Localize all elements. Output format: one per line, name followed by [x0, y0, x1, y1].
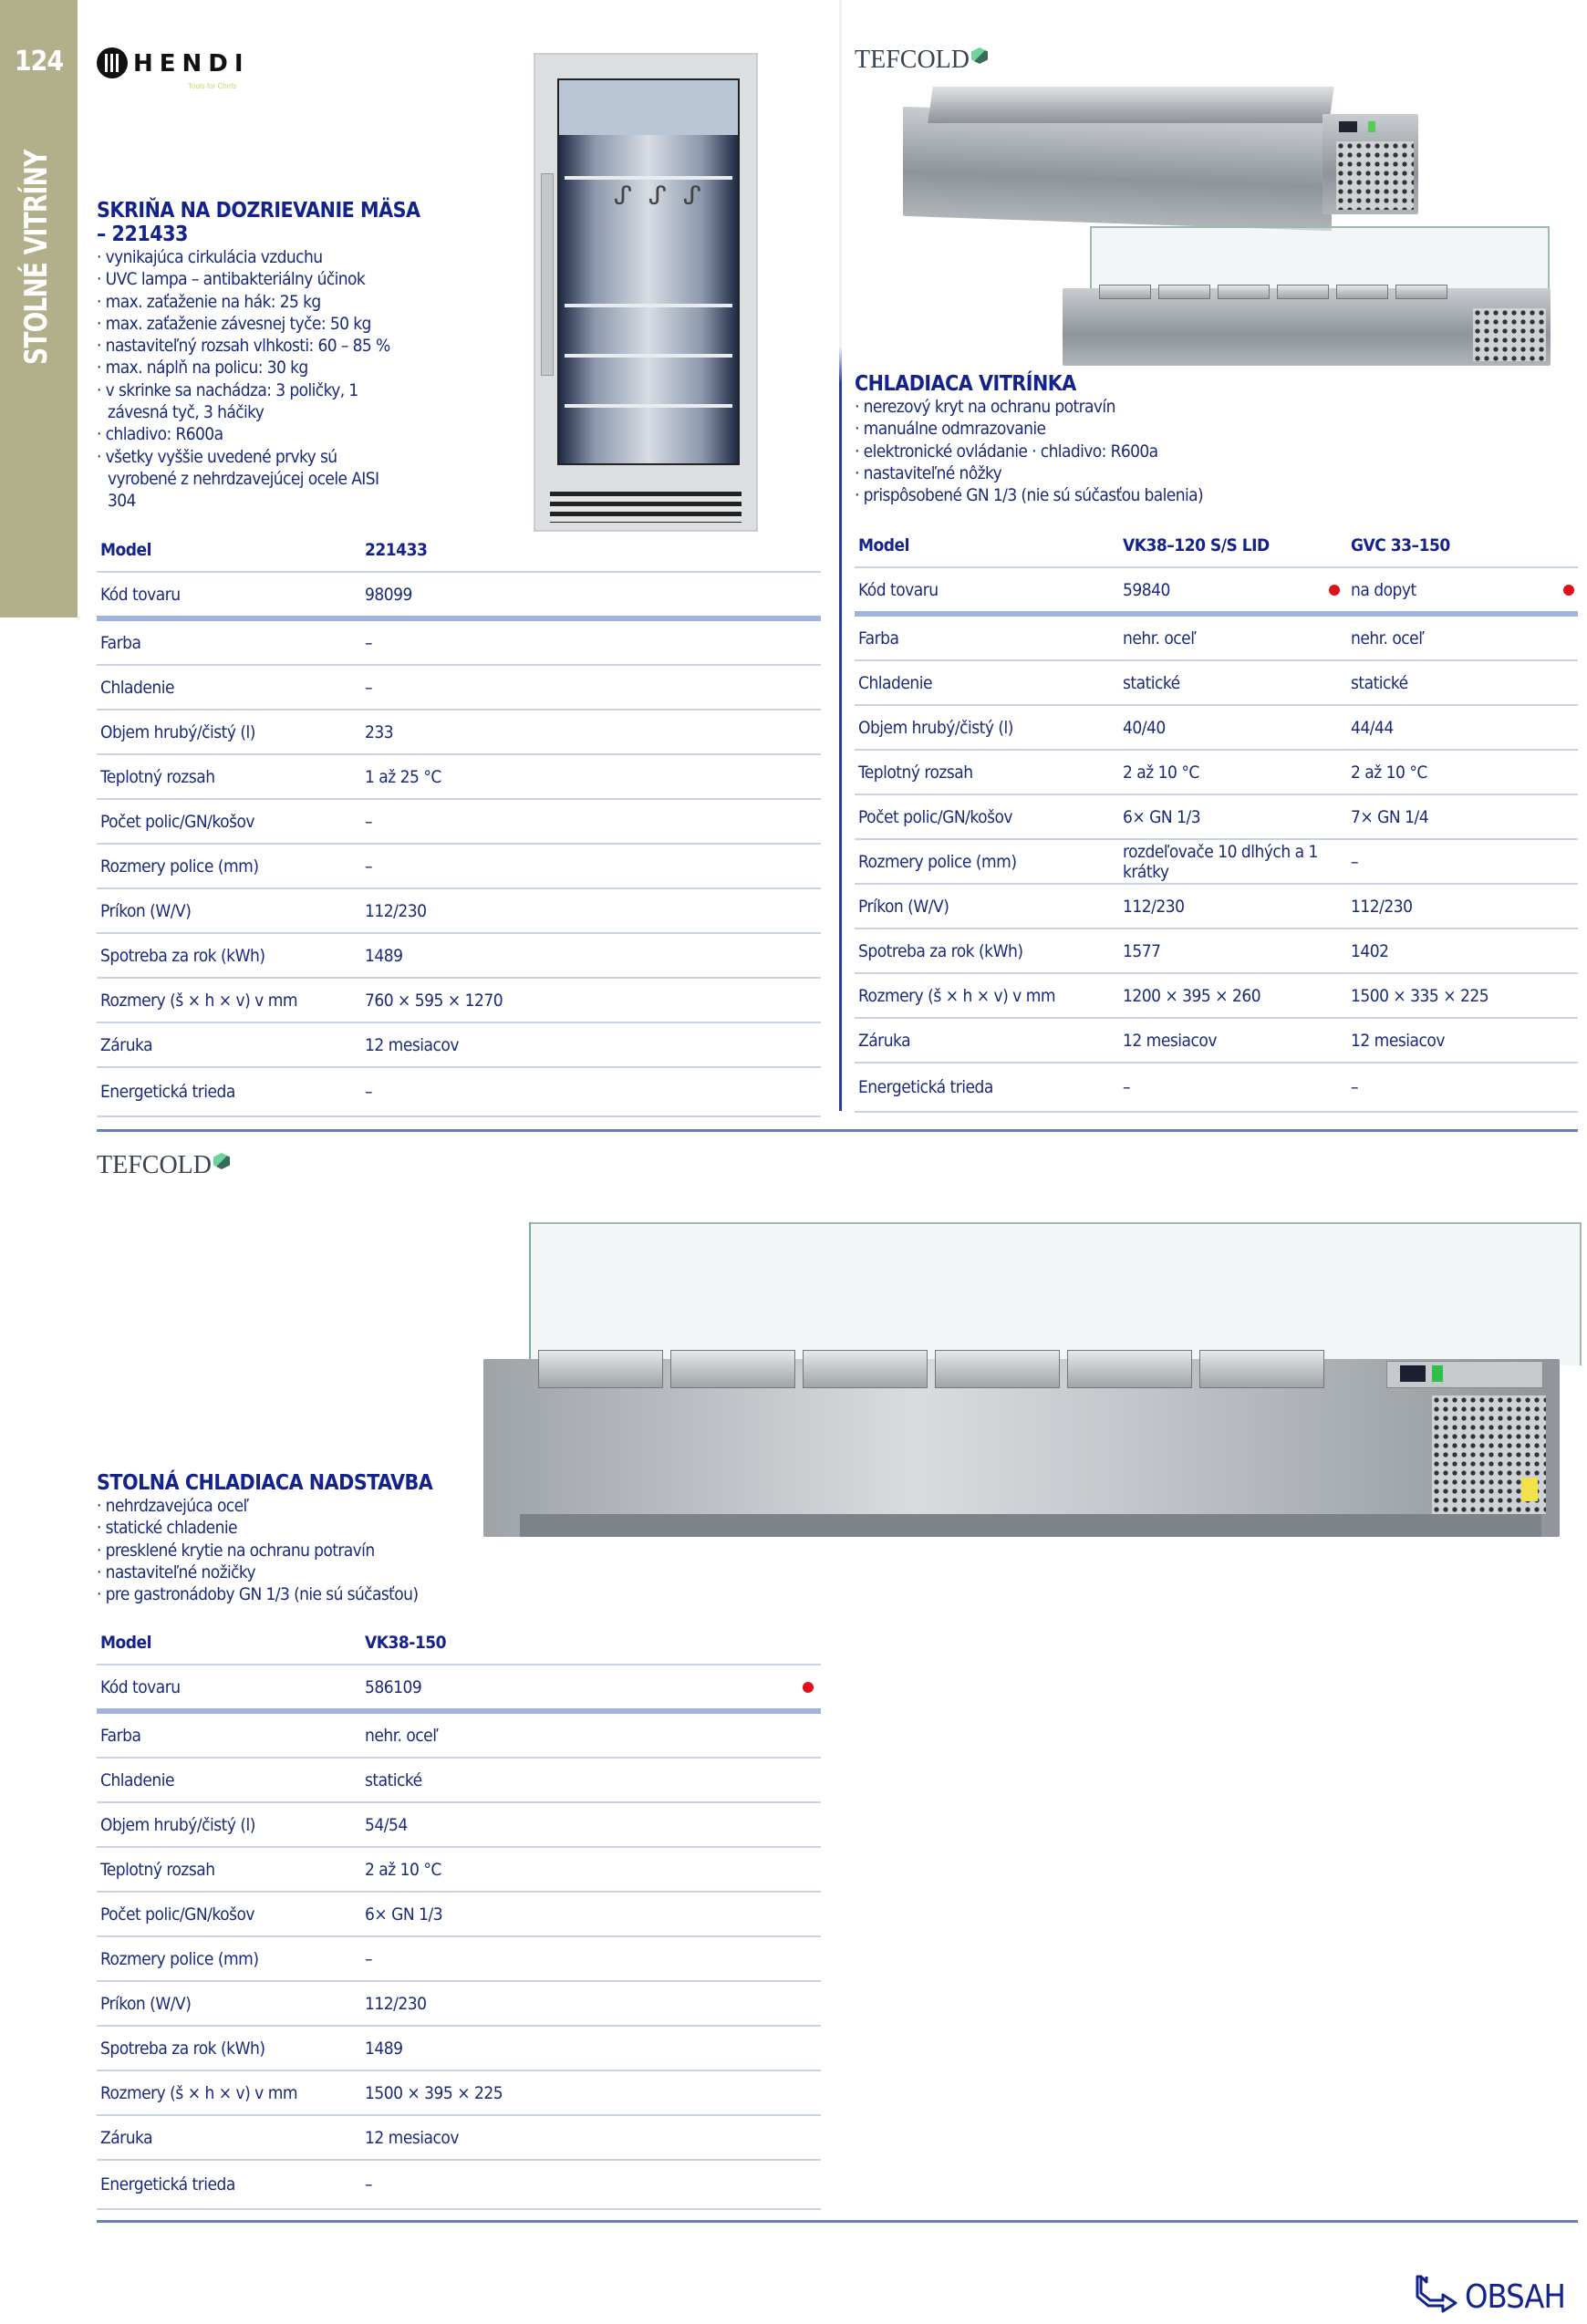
table-row — [97, 1758, 821, 1802]
cell-value: 1500 × 395 × 225 — [361, 2070, 821, 2115]
row-label: Teplotný rozsah — [97, 1847, 361, 1892]
feature-item: · prispôsobené GN 1/3 (nie sú súčasťou balenia) — [855, 484, 1566, 506]
cell-value: 1 až 25 °C — [361, 754, 821, 799]
feature-item: · UVC lampa – antibakteriálny účinok — [97, 268, 534, 290]
availability-dot-icon — [803, 1682, 814, 1693]
glass-door: ᔑᔑᔑ — [557, 78, 740, 465]
cell-value: – — [361, 665, 821, 710]
brand-tagline: Tools for Chefs — [188, 82, 237, 90]
feature-item: · vynikajúca cirkulácia vzduchu — [97, 246, 534, 268]
table-row — [97, 844, 821, 888]
table-row — [855, 839, 1578, 884]
table-row — [855, 567, 1578, 614]
table-row — [97, 1621, 821, 1665]
row-label: Rozmery (š × h × v) v mm — [855, 973, 1119, 1018]
table-row — [97, 710, 821, 754]
feature-list — [855, 396, 1566, 506]
cell-value: 1500 × 335 × 225 — [1347, 973, 1578, 1018]
feature-item: · nastaviteľný rozsah vlhkosti: 60 – 85 % — [97, 335, 534, 357]
feature-item: · max. zaťaženie na hák: 25 kg — [97, 291, 534, 313]
cell-value: – — [361, 844, 821, 888]
row-label: Farba — [97, 618, 361, 665]
cell-value: 54/54 — [361, 1802, 821, 1847]
door-handle — [541, 173, 554, 376]
cell-value: – — [361, 1067, 821, 1116]
cell-value: 1577 — [1119, 929, 1347, 973]
brand-name: TEFCOLD — [855, 46, 970, 74]
cell-value: 112/230 — [1119, 884, 1347, 929]
cell-value: nehr. oceľ — [1347, 614, 1578, 660]
cell-value: 112/230 — [1347, 884, 1578, 929]
table-row — [97, 933, 821, 978]
table-row — [855, 973, 1578, 1018]
cell-value: VK38–120 S/S LID — [1119, 524, 1347, 567]
cell-value: – — [1347, 1063, 1578, 1112]
table-row — [97, 572, 821, 618]
table-row — [855, 705, 1578, 750]
cell-value — [1119, 567, 1347, 614]
feature-item: · nerezový kryt na ochranu potravín — [855, 396, 1566, 418]
table-row — [855, 750, 1578, 794]
cell-value — [1347, 567, 1578, 614]
row-label: Rozmery police (mm) — [97, 844, 361, 888]
cell-value: 233 — [361, 710, 821, 754]
product-title-line1: SKRIŇA NA DOZRIEVANIE MÄSA — [97, 199, 420, 223]
row-label: Model — [97, 1621, 361, 1665]
table-row — [97, 2070, 821, 2115]
feature-item: · manuálne odmrazovanie — [855, 418, 1566, 440]
cell-value: nehr. oceľ — [1119, 614, 1347, 660]
table-row — [97, 888, 821, 933]
page-number: 124 — [14, 46, 64, 78]
table-row — [855, 1063, 1578, 1112]
feature-item: · nastaviteľné nôžky — [855, 462, 1566, 484]
cell-value: statické — [1347, 660, 1578, 705]
row-label: Farba — [855, 614, 1119, 660]
cell-value: rozdeľovače 10 dlhých a 1 krátky — [1119, 839, 1347, 884]
row-label: Počet polic/GN/košov — [97, 799, 361, 844]
table-row — [855, 929, 1578, 973]
cell-value: 1402 — [1347, 929, 1578, 973]
tefcold-cube-icon — [971, 47, 988, 64]
feature-item: · statické chladenie — [97, 1517, 607, 1539]
row-label: Chladenie — [97, 665, 361, 710]
feature-item: · nehrdzavejúca oceľ — [97, 1495, 607, 1517]
availability-dot-icon — [1563, 585, 1574, 596]
table-row — [97, 1711, 821, 1758]
cell-value: – — [361, 2160, 821, 2209]
cell-value: 44/44 — [1347, 705, 1578, 750]
row-label: Príkon (W/V) — [97, 888, 361, 933]
cell-value: GVC 33–150 — [1347, 524, 1578, 567]
feature-item: · chladivo: R600a — [97, 423, 534, 445]
row-label: Príkon (W/V) — [97, 1981, 361, 2026]
cell-value: – — [1347, 839, 1578, 884]
table-row — [97, 1892, 821, 1936]
cell-value: 7× GN 1/4 — [1347, 794, 1578, 839]
feature-list — [97, 1495, 607, 1605]
feature-item: · max. zaťaženie závesnej tyče: 50 kg — [97, 313, 534, 335]
cell-value: 12 mesiacov — [1119, 1018, 1347, 1063]
table-row — [97, 1067, 821, 1116]
table-row — [97, 978, 821, 1022]
table-row — [97, 618, 821, 665]
cell-value: statické — [361, 1758, 821, 1802]
cell-value: 760 × 595 × 1270 — [361, 978, 821, 1022]
feature-item: · nastaviteľné nožičky — [97, 1561, 607, 1583]
row-label: Energetická trieda — [97, 1067, 361, 1116]
feature-item: · v skrinke sa nachádza: 3 poličky, 1 závesná tyč, 3 háčiky — [97, 379, 409, 424]
row-label: Chladenie — [97, 1758, 361, 1802]
row-label: Objem hrubý/čistý (l) — [97, 1802, 361, 1847]
product-code: 586109 — [365, 1676, 422, 1697]
cell-value: 1489 — [361, 2026, 821, 2070]
spec-table-meat-cabinet — [97, 528, 821, 1117]
spec-table-countertop — [97, 1621, 821, 2210]
feature-item: · presklené krytie na ochranu potravín — [97, 1540, 607, 1561]
cell-value: 2 až 10 °C — [1119, 750, 1347, 794]
row-label: Energetická trieda — [97, 2160, 361, 2209]
table-row — [855, 614, 1578, 660]
table-row — [855, 884, 1578, 929]
cell-value: 112/230 — [361, 1981, 821, 2026]
table-row — [855, 524, 1578, 567]
cell-value: 12 mesiacov — [1347, 1018, 1578, 1063]
table-row — [97, 1981, 821, 2026]
tefcold-logo — [855, 46, 988, 75]
table-row — [97, 799, 821, 844]
brand-name: TEFCOLD — [97, 1151, 212, 1179]
return-arrow-icon — [1416, 2273, 1461, 2313]
table-row — [97, 1665, 821, 1711]
row-label: Rozmery police (mm) — [855, 839, 1119, 884]
product-title-line2: – 221433 — [97, 223, 188, 246]
availability-dot-icon — [1329, 585, 1340, 596]
feature-item: · elektronické ovládanie · chladivo: R600a — [855, 441, 1566, 462]
row-label: Rozmery police (mm) — [97, 1936, 361, 1981]
tefcold-cube-icon — [213, 1153, 230, 1169]
table-row — [855, 660, 1578, 705]
table-row — [855, 794, 1578, 839]
section-separator — [97, 1129, 1578, 1132]
product-code: 59840 — [1123, 579, 1170, 600]
table-row — [97, 528, 821, 572]
cell-value: – — [361, 1936, 821, 1981]
feature-item: · všetky vyššie uvedené prvky sú vyrobené z nehrdzavejúcej ocele AISI 304 — [97, 446, 409, 513]
cell-value: statické — [1119, 660, 1347, 705]
ventilation-grille — [550, 492, 742, 523]
feature-item: · pre gastronádoby GN 1/3 (nie sú súčasťou) — [97, 1583, 607, 1605]
vitrine-lid-image — [903, 87, 1523, 233]
product-description-countertop — [97, 1471, 607, 1605]
product-title: STOLNÁ CHLADIACA NADSTAVBA — [97, 1471, 433, 1495]
brand-name: HENDI — [133, 50, 250, 78]
cell-value: – — [361, 618, 821, 665]
table-row — [97, 1022, 821, 1067]
cell-value — [361, 1665, 821, 1711]
row-label: Spotreba za rok (kWh) — [97, 2026, 361, 2070]
table-row — [97, 754, 821, 799]
tefcold-logo — [97, 1151, 230, 1180]
cell-value: 6× GN 1/3 — [361, 1892, 821, 1936]
obsah-label: OBSAH — [1465, 2278, 1565, 2316]
table-row — [97, 2160, 821, 2209]
cell-value: 12 mesiacov — [361, 1022, 821, 1067]
cell-value: 40/40 — [1119, 705, 1347, 750]
table-row — [97, 1802, 821, 1847]
row-label: Chladenie — [855, 660, 1119, 705]
row-label: Kód tovaru — [97, 1665, 361, 1711]
cell-value: 2 až 10 °C — [1347, 750, 1578, 794]
cell-value: – — [1119, 1063, 1347, 1112]
cell-value: 1489 — [361, 933, 821, 978]
cell-value: – — [361, 799, 821, 844]
row-label: Rozmery (š × h × v) v mm — [97, 978, 361, 1022]
section-title: STOLNÉ VITRÍNY — [18, 150, 55, 365]
row-label: Teplotný rozsah — [855, 750, 1119, 794]
row-label: Objem hrubý/čistý (l) — [97, 710, 361, 754]
row-label: Teplotný rozsah — [97, 754, 361, 799]
column-divider — [839, 0, 842, 1111]
row-label: Model — [97, 528, 361, 572]
table-row — [97, 1847, 821, 1892]
product-title: CHLADIACA VITRÍNKA — [855, 372, 1076, 396]
cell-value: 1200 × 395 × 260 — [1119, 973, 1347, 1018]
cell-value: 2 až 10 °C — [361, 1847, 821, 1892]
spec-table-vitrine — [855, 524, 1578, 1113]
cell-value: 12 mesiacov — [361, 2115, 821, 2160]
feature-list — [97, 246, 534, 513]
row-label: Rozmery (š × h × v) v mm — [97, 2070, 361, 2115]
cutlery-icon — [97, 47, 128, 78]
row-label: Spotreba za rok (kWh) — [97, 933, 361, 978]
row-label: Model — [855, 524, 1119, 567]
row-label: Počet polic/GN/košov — [97, 1892, 361, 1936]
row-label: Záruka — [97, 1022, 361, 1067]
cell-value: 6× GN 1/3 — [1119, 794, 1347, 839]
row-label: Počet polic/GN/košov — [855, 794, 1119, 839]
cell-value: VK38-150 — [361, 1621, 821, 1665]
cell-value: 112/230 — [361, 888, 821, 933]
table-row — [97, 2026, 821, 2070]
product-description-vitrine — [855, 372, 1566, 506]
row-label: Energetická trieda — [855, 1063, 1119, 1112]
hendi-logo — [97, 47, 250, 93]
product-title — [97, 199, 534, 246]
row-label: Príkon (W/V) — [855, 884, 1119, 929]
bottom-separator — [97, 2220, 1578, 2223]
cell-value: nehr. oceľ — [361, 1711, 821, 1758]
row-label: Objem hrubý/čistý (l) — [855, 705, 1119, 750]
row-label: Spotreba za rok (kWh) — [855, 929, 1119, 973]
table-row — [97, 1936, 821, 1981]
countertop-unit-image — [483, 1222, 1560, 1569]
feature-item: · max. náplň na policu: 30 kg — [97, 357, 534, 379]
vitrine-glass-image — [1063, 226, 1555, 372]
row-label: Farba — [97, 1711, 361, 1758]
table-of-contents-link[interactable] — [1416, 2273, 1565, 2316]
row-label: Záruka — [855, 1018, 1119, 1063]
product-description-meat-cabinet — [97, 199, 534, 513]
cell-value: 221433 — [361, 528, 821, 572]
meat-aging-cabinet-image — [534, 53, 758, 532]
product-code: na dopyt — [1351, 579, 1416, 600]
cell-value: 98099 — [361, 572, 821, 618]
table-row — [97, 2115, 821, 2160]
table-row — [855, 1018, 1578, 1063]
table-row — [97, 665, 821, 710]
row-label: Kód tovaru — [97, 572, 361, 618]
row-label: Záruka — [97, 2115, 361, 2160]
row-label: Kód tovaru — [855, 567, 1119, 614]
